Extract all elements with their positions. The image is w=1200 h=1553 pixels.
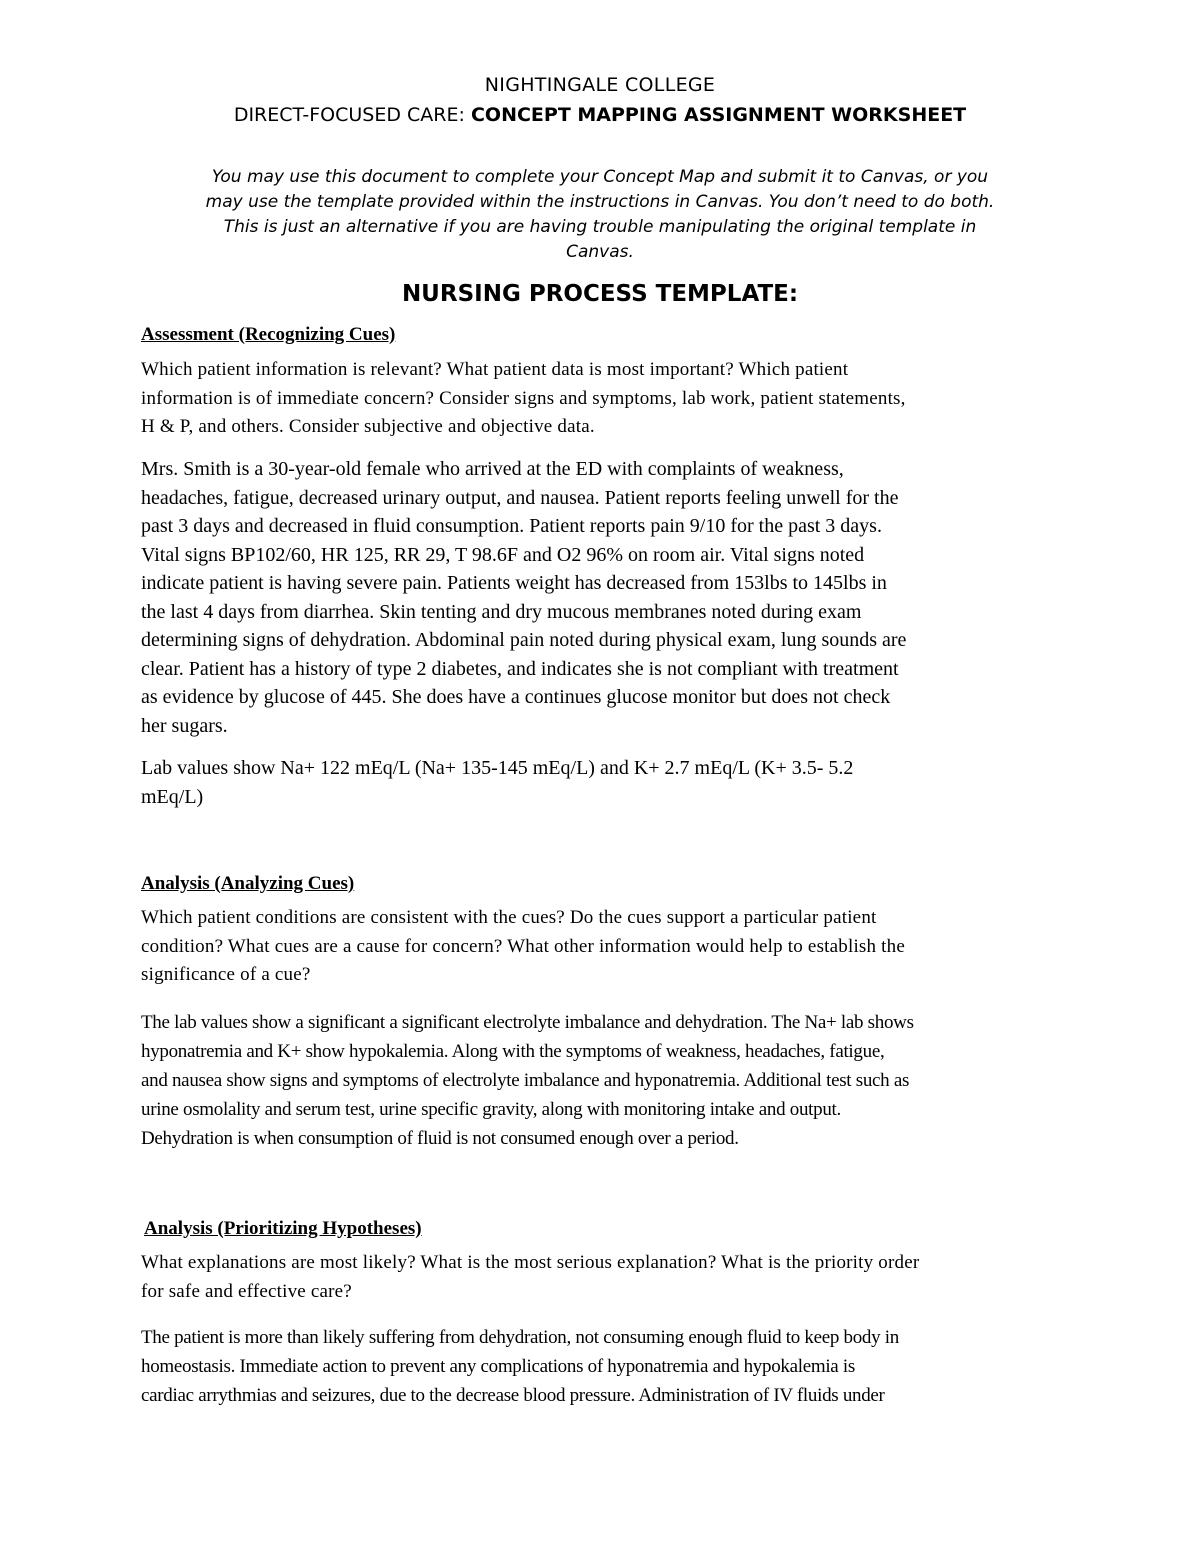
note-line: You may use this document to complete your Concept Map and submit it to Canvas, or you <box>211 167 989 187</box>
subtitle-prefix: DIRECT-FOCUSED CARE: <box>233 104 471 126</box>
answer-line: urine osmolality and serum test, urine specific gravity, along with monitoring intake and output. <box>141 1099 841 1120</box>
answer-line: clear. Patient has a history of type 2 diabetes, and indicates she is not compliant with treatment <box>141 657 899 680</box>
answer-line: Mrs. Smith is a 30-year-old female who arrived at the ED with complaints of weakness, <box>141 458 844 480</box>
question-line: for safe and effective care? <box>141 1280 352 1302</box>
question-line: significance of a cue? <box>141 964 311 985</box>
analysis-heading: Analysis (Analyzing Cues) <box>141 873 355 894</box>
prioritizing-answer <box>141 1323 1071 1410</box>
lab-line: Lab values show Na+ 122 mEq/L (Na+ 135-145 mEq/L) and K+ 2.7 mEq/L (K+ 3.5- 5.2 <box>141 757 854 779</box>
assessment-heading: Assessment (Recognizing Cues) <box>141 324 396 345</box>
question-line: information is of immediate concern? Consider signs and symptoms, lab work, patient statements, <box>141 387 906 409</box>
analysis-question <box>141 904 1071 990</box>
answer-line: indicate patient is having severe pain. Patients weight has decreased from 153lbs to 145lbs in <box>141 572 887 594</box>
college-name: NIGHTINGALE COLLEGE <box>484 74 716 96</box>
note-line: Canvas. <box>566 242 634 262</box>
subtitle-bold: CONCEPT MAPPING ASSIGNMENT WORKSHEET <box>470 104 967 126</box>
answer-line: hyponatremia and K+ show hypokalemia. Along with the symptoms of weakness, headaches, fatigue, <box>141 1041 885 1062</box>
answer-line: The patient is more than likely suffering from dehydration, not consuming enough fluid to keep body in <box>141 1327 899 1348</box>
instruction-note <box>0 165 1200 265</box>
answer-line: and nausea show signs and symptoms of electrolyte imbalance and hyponatremia. Additional test such as <box>141 1070 910 1091</box>
note-line: This is just an alternative if you are having trouble manipulating the original template in <box>223 217 977 237</box>
question-line: condition? What cues are a cause for concern? What other information would help to establish the <box>141 935 905 957</box>
answer-line: as evidence by glucose of 445. She does have a continues glucose monitor but does not check <box>141 686 891 708</box>
answer-line: past 3 days and decreased in fluid consumption. Patient reports pain 9/10 for the past 3 days. <box>141 515 882 537</box>
question-line: H & P, and others. Consider subjective and objective data. <box>141 416 595 437</box>
answer-line: Dehydration is when consumption of fluid is not consumed enough over a period. <box>141 1128 739 1149</box>
lab-line: mEq/L) <box>141 785 204 808</box>
answer-line: The lab values show a significant a significant electrolyte imbalance and dehydration. The Na+ lab shows <box>141 1012 914 1033</box>
worksheet-subtitle <box>0 101 1200 129</box>
prioritizing-question <box>141 1249 1071 1306</box>
assessment-question <box>141 356 1071 442</box>
answer-line: cardiac arrythmias and seizures, due to the decrease blood pressure. Administration of IV fluids under <box>141 1385 885 1406</box>
answer-line: determining signs of dehydration. Abdominal pain noted during physical exam, lung sounds are <box>141 629 907 651</box>
template-title: NURSING PROCESS TEMPLATE: <box>401 281 799 307</box>
answer-line: headaches, fatigue, decreased urinary output, and nausea. Patient reports feeling unwell for the <box>141 486 899 509</box>
answer-line: homeostasis. Immediate action to prevent any complications of hyponatremia and hypokalemia is <box>141 1356 855 1377</box>
answer-line: Vital signs BP102/60, HR 125, RR 29, T 98.6F and O2 96% on room air. Vital signs noted <box>141 543 865 566</box>
analysis-answer <box>141 1008 1071 1153</box>
lab-values <box>141 754 1071 811</box>
answer-line: her sugars. <box>141 714 228 737</box>
question-line: Which patient conditions are consistent with the cues? Do the cues support a particular patient <box>141 907 877 928</box>
note-line: may use the template provided within the instructions in Canvas. You don’t need to do both. <box>205 192 995 212</box>
question-line: What explanations are most likely? What is the most serious explanation? What is the priority order <box>141 1252 920 1273</box>
prioritizing-heading: Analysis (Prioritizing Hypotheses) <box>144 1218 422 1239</box>
question-line: Which patient information is relevant? What patient data is most important? Which patient <box>141 359 849 380</box>
answer-line: the last 4 days from diarrhea. Skin tenting and dry mucous membranes noted during exam <box>141 600 862 623</box>
assessment-answer <box>141 455 1071 740</box>
